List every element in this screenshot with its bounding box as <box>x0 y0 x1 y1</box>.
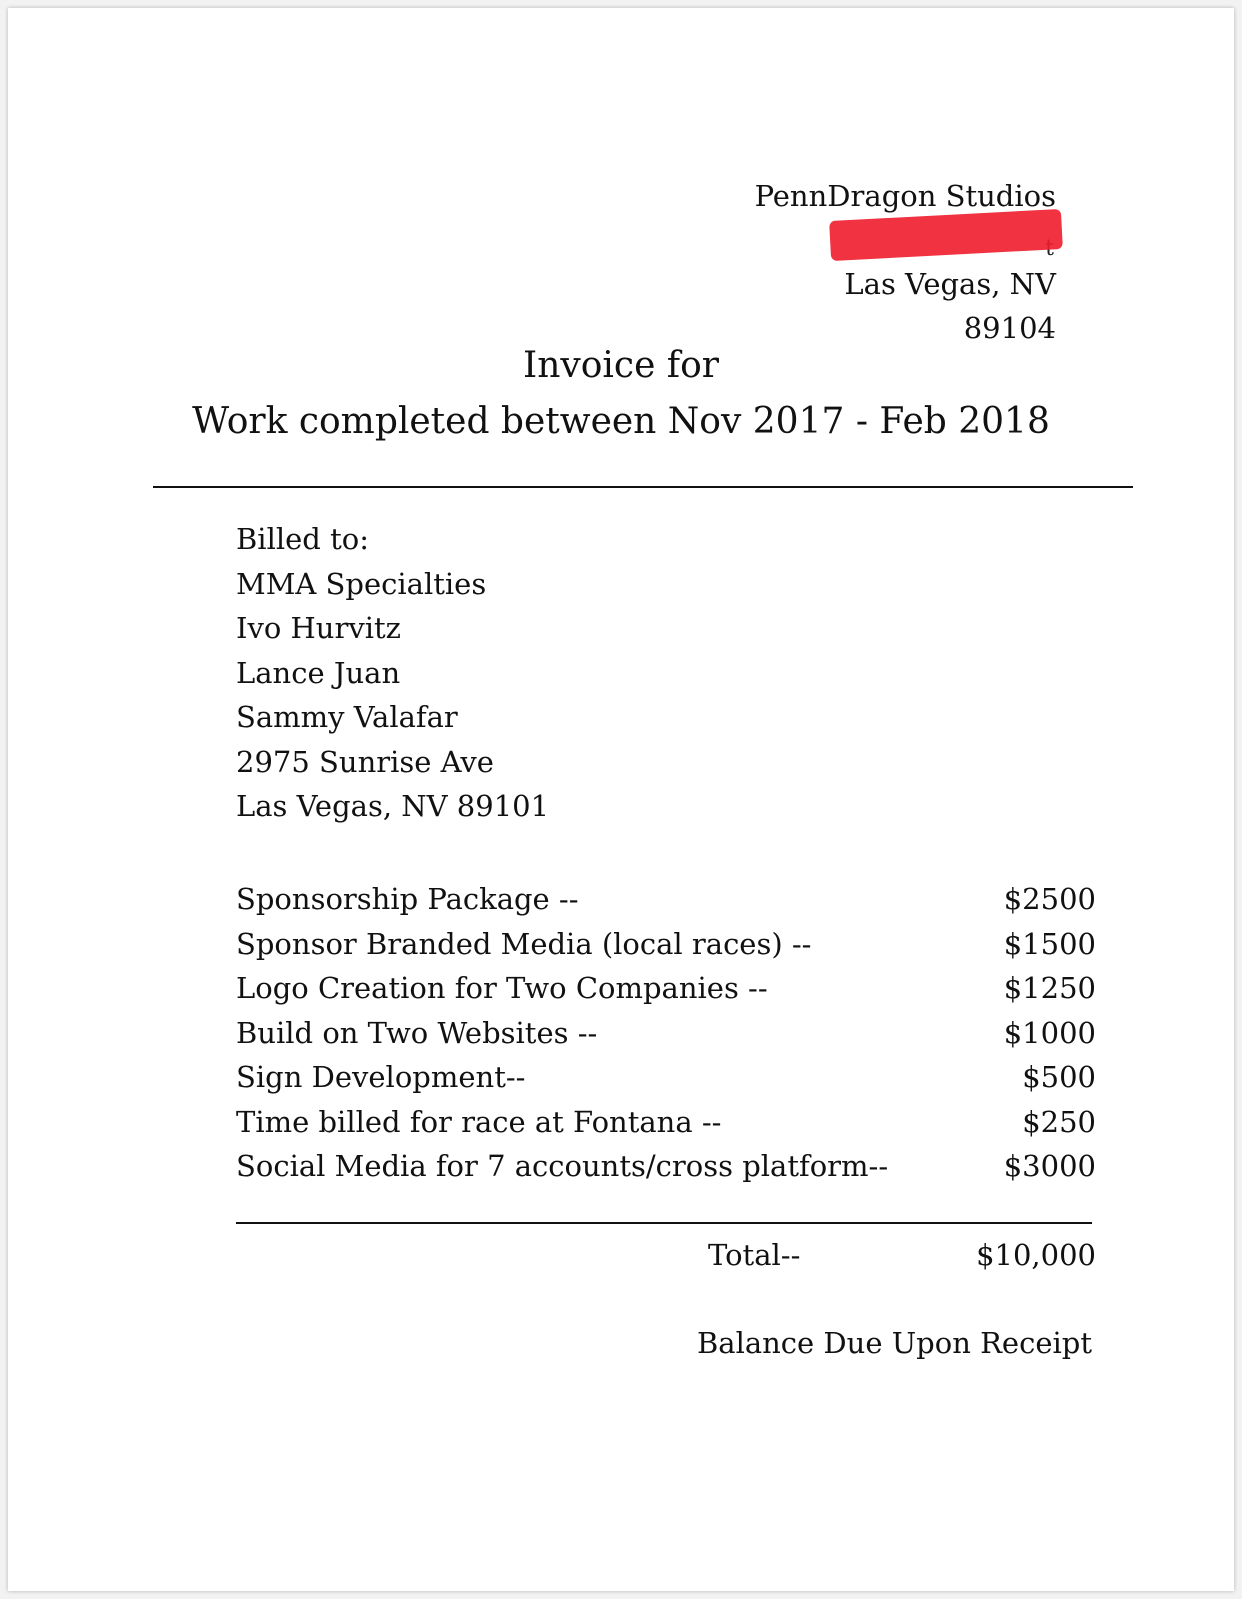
total-label: Total-- <box>708 1238 801 1272</box>
line-item-description: Sponsor Branded Media (local races) -- <box>236 926 812 961</box>
line-item-description: Social Media for 7 accounts/cross platform-- <box>236 1149 889 1183</box>
total-divider <box>236 1222 1092 1224</box>
billed-to-label: Billed to: <box>236 522 369 556</box>
line-item-description: Sign Development-- <box>236 1060 526 1094</box>
billed-to-line: Lance Juan <box>236 655 401 690</box>
invoice-page <box>8 8 1234 1591</box>
line-item-amount: $500 <box>1022 1060 1096 1094</box>
line-item <box>236 1055 1096 1100</box>
sender-city-state: Las Vegas, NV <box>844 267 1056 301</box>
billed-to-line: 2975 Sunrise Ave <box>236 744 494 779</box>
sender-address <box>755 174 1056 350</box>
line-item-amount: $1500 <box>1003 926 1096 961</box>
total-amount: $10,000 <box>976 1238 1096 1272</box>
line-item-description: Logo Creation for Two Companies -- <box>236 971 768 1005</box>
billed-to-line: Ivo Hurvitz <box>236 611 401 645</box>
line-item-amount: $250 <box>1022 1104 1096 1139</box>
line-item-amount: $1000 <box>1003 1015 1096 1050</box>
balance-note: Balance Due Upon Receipt <box>696 1326 1092 1360</box>
line-item <box>236 1011 1096 1056</box>
billed-to-block <box>236 517 549 829</box>
line-items <box>236 877 1096 1189</box>
header-divider <box>153 486 1133 488</box>
line-item <box>236 1100 1096 1145</box>
line-item-amount: $3000 <box>1003 1149 1096 1183</box>
line-item-description: Time billed for race at Fontana -- <box>236 1104 722 1139</box>
line-item <box>236 1144 1096 1189</box>
sender-zip: 89104 <box>963 311 1056 345</box>
line-item <box>236 922 1096 967</box>
line-item-description: Sponsorship Package -- <box>236 882 579 916</box>
sender-company: PennDragon Studios <box>754 179 1056 213</box>
total-row <box>708 1238 1096 1272</box>
line-item <box>236 966 1096 1011</box>
line-item-amount: $1250 <box>1003 971 1096 1005</box>
billed-to-line: MMA Specialties <box>236 566 487 601</box>
billed-to-line: Sammy Valafar <box>236 700 458 734</box>
line-item-description: Build on Two Websites -- <box>236 1015 598 1050</box>
line-item-amount: $2500 <box>1003 882 1096 916</box>
invoice-period: Work completed between Nov 2017 - Feb 2018 <box>192 401 1050 442</box>
line-item <box>236 877 1096 922</box>
billed-to-line: Las Vegas, NV 89101 <box>236 789 550 823</box>
invoice-title: Invoice for <box>522 345 720 386</box>
